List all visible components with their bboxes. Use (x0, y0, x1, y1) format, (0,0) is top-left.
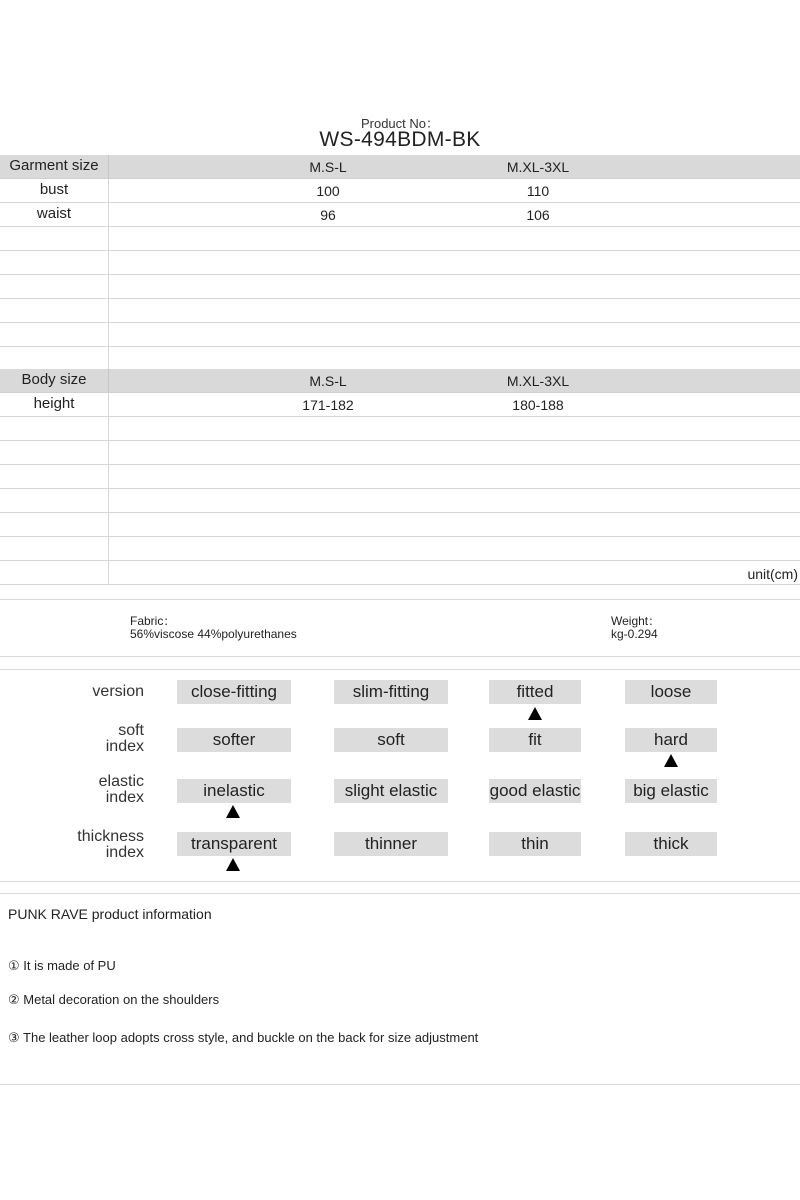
info-item: ② Metal decoration on the shoulders (8, 992, 220, 1007)
column-divider (108, 203, 109, 226)
fabric-value: 56%viscose 44%polyurethanes (130, 627, 297, 641)
garment-size-col1: M.S-L (309, 159, 347, 175)
empty-row (0, 417, 800, 441)
divider (0, 893, 800, 894)
option-box: transparent (177, 832, 291, 856)
column-divider (108, 179, 109, 202)
divider (0, 656, 800, 657)
option-box: thin (489, 832, 581, 856)
column-divider (108, 227, 109, 250)
empty-row (0, 275, 800, 299)
selected-indicator-icon (528, 707, 542, 720)
index-label: soft (118, 722, 144, 739)
column-divider (108, 155, 109, 178)
weight-value: kg-0.294 (611, 627, 658, 641)
empty-row (0, 513, 800, 537)
table-row (0, 179, 800, 203)
empty-row (0, 299, 800, 323)
empty-row (0, 465, 800, 489)
empty-row (0, 227, 800, 251)
cell-value: 110 (526, 183, 550, 199)
garment-size-col2: M.XL-3XL (506, 159, 570, 175)
row-label: height (33, 395, 75, 412)
divider (0, 881, 800, 882)
column-divider (108, 513, 109, 536)
column-divider (108, 369, 109, 392)
empty-row (0, 441, 800, 465)
empty-row (0, 489, 800, 513)
product-label: Product No： (360, 116, 440, 131)
body-size-header (0, 369, 800, 393)
option-box: slight elastic (334, 779, 448, 803)
index-label: elastic (98, 773, 144, 790)
option-box: inelastic (177, 779, 291, 803)
option-box: softer (177, 728, 291, 752)
option-box: close-fitting (177, 680, 291, 704)
cell-value: 180-188 (512, 397, 564, 413)
column-divider (108, 537, 109, 560)
info-item: ① It is made of PU (8, 958, 116, 973)
option-box: hard (625, 728, 717, 752)
empty-row (0, 537, 800, 561)
row-label: bust (39, 181, 69, 198)
unit-row (0, 561, 800, 585)
column-divider (108, 323, 109, 346)
index-label: version (92, 683, 144, 700)
column-divider (108, 393, 109, 416)
divider (0, 599, 800, 600)
table-row (0, 203, 800, 227)
garment-size-label: Garment size (9, 157, 99, 174)
option-box: soft (334, 728, 448, 752)
body-size-col1: M.S-L (309, 373, 347, 389)
column-divider (108, 441, 109, 464)
option-box: thick (625, 832, 717, 856)
index-label: index (105, 738, 144, 755)
option-box: fitted (489, 680, 581, 704)
column-divider (108, 561, 109, 584)
unit-label: unit(cm) (747, 566, 798, 582)
divider (0, 1084, 800, 1085)
index-label: index (105, 844, 144, 861)
row-label: waist (36, 205, 72, 222)
index-label: index (105, 789, 144, 806)
table-row (0, 393, 800, 417)
option-box: good elastic (489, 779, 581, 803)
selected-indicator-icon (226, 805, 240, 818)
cell-value: 96 (320, 207, 336, 223)
option-box: thinner (334, 832, 448, 856)
column-divider (108, 251, 109, 274)
product-number: WS-494BDM-BK (319, 128, 481, 151)
column-divider (108, 489, 109, 512)
column-divider (108, 465, 109, 488)
empty-row (0, 347, 800, 369)
empty-row (0, 323, 800, 347)
cell-value: 100 (316, 183, 340, 199)
index-label: thickness (77, 828, 144, 845)
info-title: PUNK RAVE product information (8, 906, 212, 922)
selected-indicator-icon (226, 858, 240, 871)
empty-row (0, 251, 800, 275)
garment-size-header (0, 155, 800, 179)
selected-indicator-icon (664, 754, 678, 767)
column-divider (108, 275, 109, 298)
cell-value: 171-182 (302, 397, 354, 413)
cell-value: 106 (526, 207, 550, 223)
column-divider (108, 299, 109, 322)
body-size-label: Body size (21, 371, 87, 388)
info-item: ③ The leather loop adopts cross style, and buckle on the back for size adjustment (8, 1030, 479, 1045)
body-size-col2: M.XL-3XL (506, 373, 570, 389)
divider (0, 669, 800, 670)
option-box: fit (489, 728, 581, 752)
option-box: big elastic (625, 779, 717, 803)
column-divider (108, 417, 109, 440)
weight-label: Weight： (611, 614, 661, 628)
column-divider (108, 347, 109, 369)
fabric-label: Fabric： (130, 614, 176, 628)
option-box: slim-fitting (334, 680, 448, 704)
option-box: loose (625, 680, 717, 704)
